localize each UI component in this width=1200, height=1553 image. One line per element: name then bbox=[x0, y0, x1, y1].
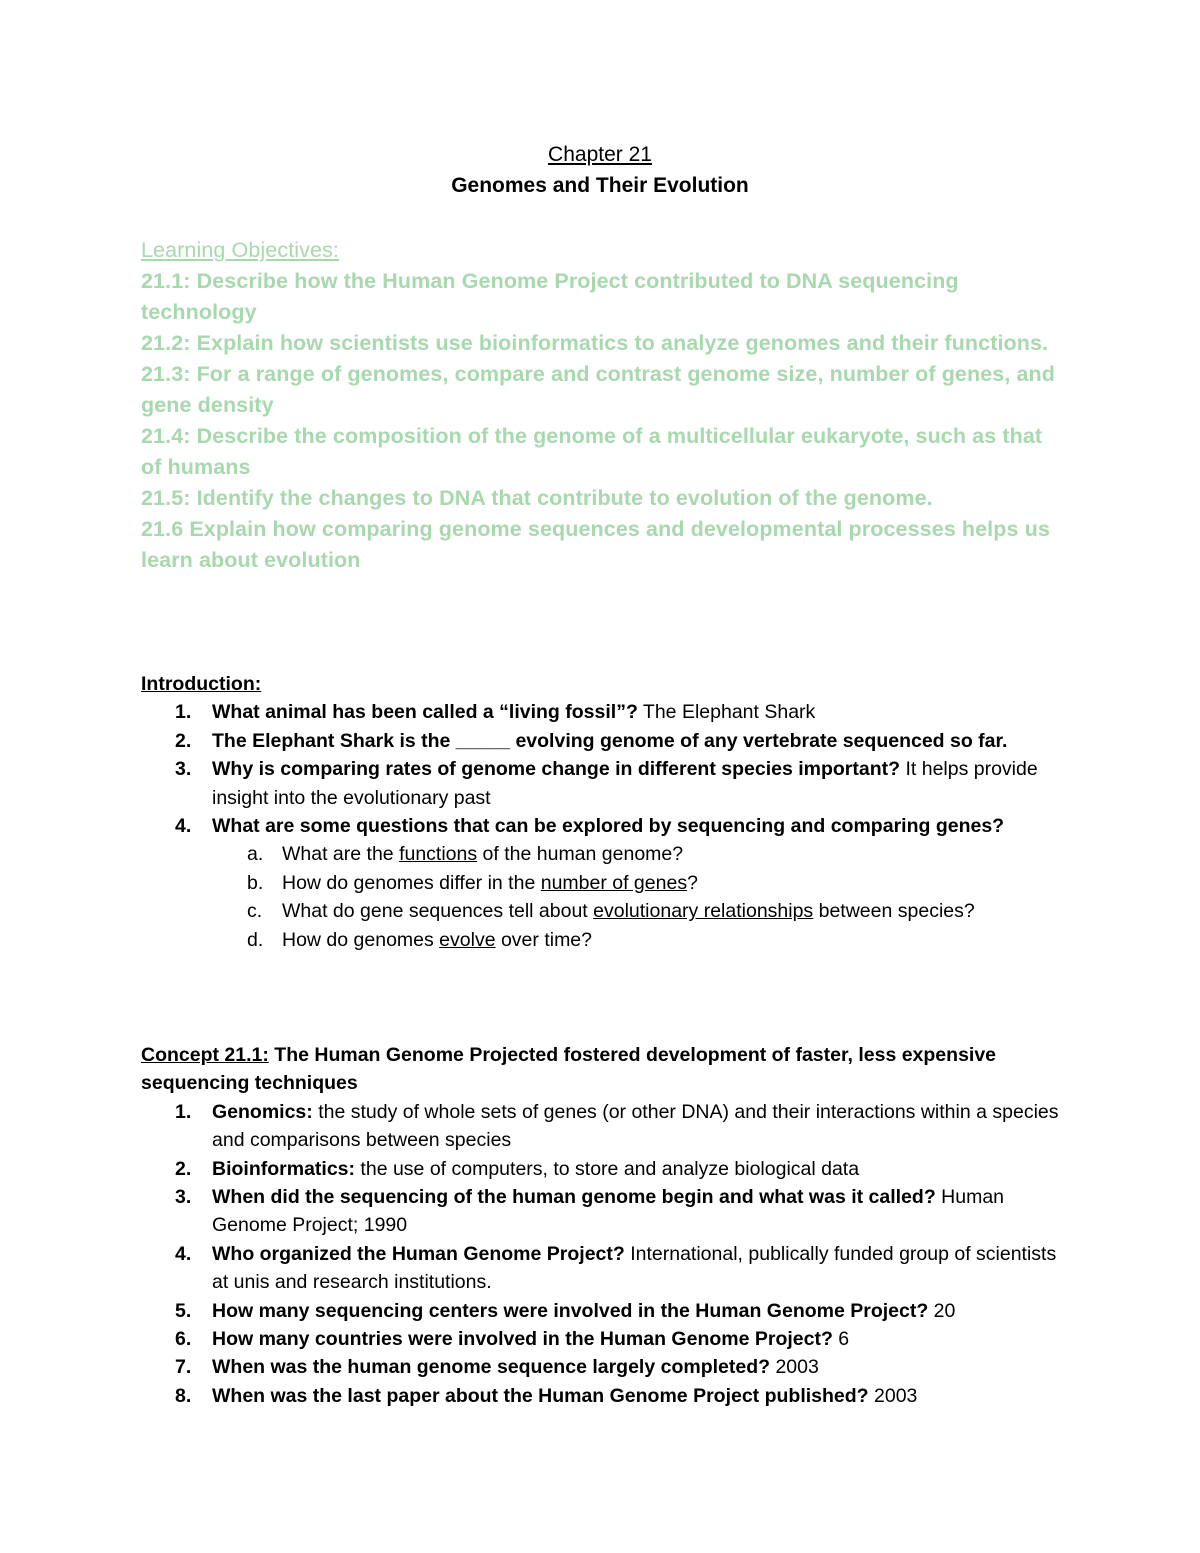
sub-list-item: b. How do genomes differ in the number of genes? bbox=[141, 869, 1071, 897]
introduction-heading: Introduction: bbox=[141, 673, 262, 695]
answer-text: 2003 bbox=[868, 1384, 918, 1407]
key-term: evolutionary relationships bbox=[593, 900, 814, 923]
concept-questions bbox=[141, 1098, 1071, 1410]
concept-label: Concept 21.1: bbox=[141, 1044, 269, 1066]
answer-text: 6 bbox=[832, 1328, 850, 1351]
question-text: What are some questions that can be explored by sequencing and comparing genes? bbox=[212, 815, 1005, 838]
answer-text: 2003 bbox=[770, 1356, 819, 1379]
question-text: The Elephant Shark is the _____ evolving genome of any vertebrate sequenced so far. bbox=[212, 729, 1008, 752]
learning-objectives bbox=[141, 235, 1061, 576]
item-number: 3. bbox=[175, 1186, 192, 1209]
question-text: How many sequencing centers were involved in the Human Genome Project? bbox=[212, 1299, 929, 1322]
item-number: 7. bbox=[175, 1356, 192, 1379]
question-text: What animal has been called a “living fossil”? bbox=[212, 701, 638, 724]
item-number: 1. bbox=[175, 1100, 192, 1123]
list-item bbox=[141, 727, 1071, 755]
key-term: functions bbox=[399, 843, 478, 866]
item-number: 4. bbox=[175, 815, 192, 838]
objective-item: 21.1: Describe how the Human Genome Project contributed to DNA sequencing technology bbox=[141, 269, 959, 324]
item-number: 4. bbox=[175, 1242, 192, 1265]
question-text: When was the last paper about the Human Genome Project published? bbox=[212, 1384, 869, 1407]
item-number: 2. bbox=[175, 729, 192, 752]
list-item bbox=[141, 1353, 1071, 1381]
objective-item: 21.4: Describe the composition of the genome of a multicellular eukaryote, such as that of humans bbox=[141, 424, 1043, 479]
item-number: 3. bbox=[175, 758, 192, 781]
objective-item: 21.2: Explain how scientists use bioinformatics to analyze genomes and their functions. bbox=[141, 331, 1049, 355]
concept-section bbox=[141, 1041, 1071, 1410]
item-letter: a. bbox=[247, 843, 264, 866]
item-number: 1. bbox=[175, 701, 192, 724]
question-text: Who organized the Human Genome Project? bbox=[212, 1242, 625, 1265]
item-letter: b. bbox=[247, 871, 264, 894]
answer-text: The Elephant Shark bbox=[637, 701, 816, 724]
answer-text: the study of whole sets of genes (or other DNA) and their interactions within a species and comparisons between species bbox=[212, 1100, 1059, 1152]
list-item bbox=[141, 1325, 1071, 1353]
list-item bbox=[141, 698, 1071, 726]
list-item bbox=[141, 1240, 1071, 1297]
list-item bbox=[141, 1155, 1071, 1183]
sub-list-item: a. What are the functions of the human genome? bbox=[141, 840, 1071, 868]
key-term: number of genes bbox=[540, 871, 688, 894]
question-text: Genomics: bbox=[212, 1100, 313, 1123]
answer-text: 20 bbox=[928, 1299, 956, 1322]
concept-title: The Human Genome Projected fostered development of faster, less expensive sequencing techniques bbox=[141, 1044, 997, 1095]
answer-text: It helps provide insight into the evolutionary past bbox=[212, 758, 1038, 809]
question-text: When was the human genome sequence largely completed? bbox=[212, 1356, 771, 1379]
introduction-questions bbox=[141, 698, 1071, 954]
objective-item: 21.6 Explain how comparing genome sequences and developmental processes helps us learn about evolution bbox=[141, 517, 1050, 572]
question-text: How many countries were involved in the Human Genome Project? bbox=[212, 1328, 833, 1351]
item-number: 6. bbox=[175, 1328, 192, 1351]
introduction-section bbox=[141, 670, 1071, 954]
list-item bbox=[141, 1382, 1071, 1410]
sub-questions bbox=[212, 840, 1071, 954]
item-number: 8. bbox=[175, 1384, 192, 1407]
list-item bbox=[141, 812, 1071, 954]
answer-text: the use of computers, to store and analyze biological data bbox=[355, 1157, 860, 1180]
concept-heading bbox=[141, 1041, 1071, 1098]
sub-list-item: d. How do genomes evolve over time? bbox=[141, 926, 1071, 954]
chapter-heading: Chapter 21 bbox=[548, 143, 652, 166]
list-item bbox=[141, 1297, 1071, 1325]
sub-list-item: c. What do gene sequences tell about evolutionary relationships between species? bbox=[141, 897, 1071, 925]
key-term: evolve bbox=[439, 928, 496, 951]
item-letter: d. bbox=[247, 928, 264, 951]
item-letter: c. bbox=[247, 900, 263, 923]
objective-item: 21.3: For a range of genomes, compare and contrast genome size, number of genes, and gene density bbox=[141, 362, 1056, 417]
list-item bbox=[141, 1183, 1071, 1240]
question-text: Bioinformatics: bbox=[212, 1157, 356, 1180]
list-item bbox=[141, 755, 1071, 812]
question-text: When did the sequencing of the human genome begin and what was it called? bbox=[212, 1186, 936, 1209]
item-number: 5. bbox=[175, 1299, 192, 1322]
objectives-heading: Learning Objectives: bbox=[141, 238, 339, 262]
answer-text: Human Genome Project; 1990 bbox=[212, 1186, 1005, 1237]
objective-item: 21.5: Identify the changes to DNA that contribute to evolution of the genome. bbox=[141, 486, 933, 510]
answer-text: International, publically funded group of scientists at unis and research institutions. bbox=[212, 1242, 1057, 1294]
chapter-title: Genomes and Their Evolution bbox=[451, 174, 749, 197]
question-text: Why is comparing rates of genome change in different species important? bbox=[212, 758, 901, 781]
item-number: 2. bbox=[175, 1157, 192, 1180]
list-item bbox=[141, 1098, 1071, 1155]
